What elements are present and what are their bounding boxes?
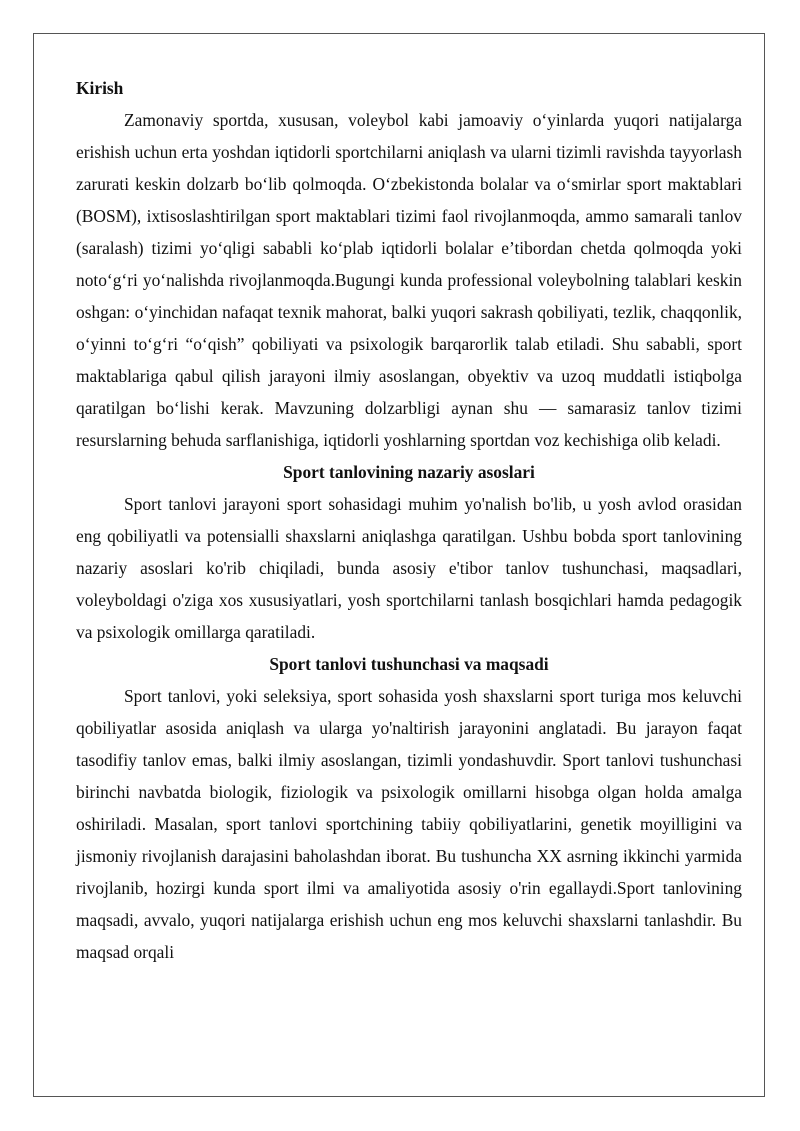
- intro-paragraph: Zamonaviy sportda, xususan, voleybol kabi jamoaviy o‘yinlarda yuqori natijalarga erishish uchun erta yoshdan iqtidorli sportchilarni aniqlash va ularni tizimli ravishda tayyorlash zarurati keskin dolzarb bo‘lib qolmoqda. O‘zbekistonda bolalar va o‘smirlar sport maktablari (BOSM), ixtisoslashtirilgan sport maktablari tizimi faol rivojlanmoqda, ammo samarali tanlov (saralash) tizimi yo‘qligi sababli ko‘plab iqtidorli bolalar e’tibordan chetda qolmoqda yoki noto‘g‘ri yo‘nalishda rivojlanmoqda.Bugungi kunda professional voleybolning talablari keskin oshgan: o‘yinchidan nafaqat texnik mahorat, balki yuqori sakrash qobiliyati, tezlik, chaqqonlik, o‘yinni to‘g‘ri “o‘qish” qobiliyati va psixologik barqarorlik talab etiladi. Shu sababli, sport maktablariga qabul qilish jarayoni ilmiy asoslangan, obyektiv va uzoq muddatli istiqbolga qaratilgan bo‘lishi kerak. Mavzuning dolzarbligi aynan shu — samarasiz tanlov tizimi resurslarning behuda sarflanishiga, iqtidorli yoshlarning sportdan voz kechishiga olib keladi.: [76, 110, 742, 450]
- concept-paragraph: Sport tanlovi, yoki seleksiya, sport sohasida yosh shaxslarni sport turiga mos keluvchi qobiliyatlar asosida aniqlash va ularga yo'naltirish jarayonini anglatadi. Bu jarayon faqat tasodifiy tanlov emas, balki ilmiy asoslangan, tizimli yondashuvdir. Sport tanlovi tushunchasi birinchi navbatda biologik, fiziologik va psixologik omillarni hisobga olgan holda amalga oshiriladi. Masalan, sport tanlovi sportchining tabiiy qobiliyatlarini, genetik moyilligini va jismoniy rivojlanish darajasini baholashdan iborat. Bu tushuncha XX asrning ikkinchi yarmida rivojlanib, hozirgi kunda sport ilmi va amaliyotida asosiy o'rin egallaydi.Sport tanlovining maqsadi, avvalo, yuqori natijalarga erishish uchun eng mos keluvchi shaxslarni tanlashdir. Bu maqsad orqali: [76, 686, 742, 962]
- section-heading-concept: Sport tanlovi tushunchasi va maqsadi: [269, 654, 549, 674]
- theory-paragraph: Sport tanlovi jarayoni sport sohasidagi muhim yo'nalish bo'lib, u yosh avlod orasidan eng qobiliyatli va potensialli shaxslarni aniqlashga qaratilgan. Ushbu bobda sport tanlovining nazariy asoslari ko'rib chiqiladi, bunda asosiy e'tibor tanlov tushunchasi, maqsadlari, voleyboldagi o'ziga xos xususiyatlari, yosh sportchilarni tanlash bosqichlari hamda pedagogik va psixologik omillarga qaratiladi.: [76, 494, 742, 642]
- section-heading-theory: Sport tanlovining nazariy asoslari: [283, 462, 535, 482]
- intro-heading: Kirish: [76, 78, 124, 98]
- document-body: [76, 72, 742, 968]
